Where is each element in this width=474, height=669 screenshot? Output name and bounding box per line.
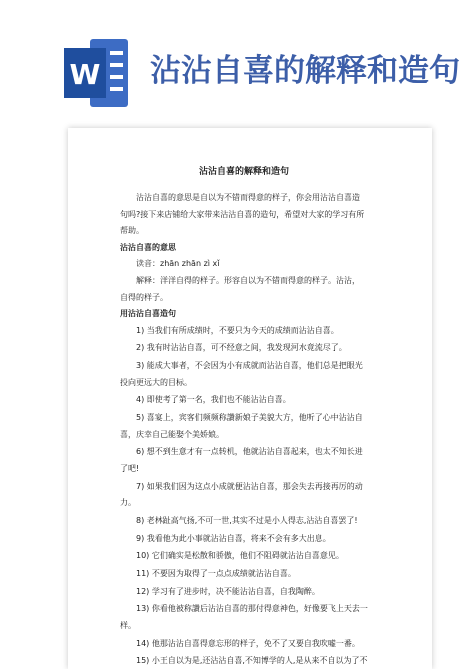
sentence-item	[120, 636, 368, 653]
sentence-item	[120, 358, 368, 391]
sentence-item	[120, 548, 368, 565]
sentence-line: 8) 老林趾高气扬,不可一世,其实不过是小人得志,沾沾自喜罢了!	[136, 515, 358, 525]
sentence-item	[120, 584, 368, 601]
sentence-item	[120, 410, 368, 443]
sentence-item	[120, 444, 368, 477]
sentence-item	[120, 479, 368, 512]
page-heading: 沾沾自喜的解释和造句	[150, 53, 460, 89]
sentence-item	[120, 323, 368, 340]
sentence-line: 5) 喜宴上，宾客们频频称讚新娘子美貌大方，他听了心中沾沾自	[136, 413, 363, 423]
sentence-line: 7) 如果我们因为这点小成就便沾沾自喜，那会失去再接再厉的动	[136, 481, 363, 491]
sentence-item	[120, 340, 368, 357]
sentence-line: 10) 它们确实是松散和骄傲，他们不阻碍就沾沾自喜意见。	[136, 551, 344, 561]
sentence-line: 11) 不要因为取得了一点点成绩就沾沾自喜。	[136, 569, 296, 578]
sentence-line: 14) 他那沾沾自喜得意忘形的样子，免不了又要自我吹嘘一番。	[136, 638, 360, 648]
document-title: 沾沾自喜的解释和造句	[198, 167, 289, 177]
definition-line: 自得的样子。	[120, 292, 168, 302]
sentence-item	[120, 531, 368, 548]
word-document-icon	[64, 39, 128, 107]
sentence-line: 力。	[120, 498, 136, 508]
meaning-heading: 沾沾自喜的意思	[120, 242, 176, 252]
sentence-line: 9) 我看他为此小事就沾沾自喜，将来不会有多大出息。	[136, 533, 331, 543]
sentence-line: 3) 能成大事者，不会因为小有成就而沾沾自喜，他们总是把眼光	[136, 361, 363, 371]
sentence-line: 12) 学习有了进步时，决不能沾沾自喜，自我陶醉。	[136, 586, 320, 596]
icon-letter: W	[69, 58, 101, 91]
sentence-item	[120, 513, 368, 530]
sentence-line: 投向更远大的目标。	[120, 377, 192, 387]
sentence-line: 6) 想不到生意才有一点转机，他就沾沾自喜起来，也太不知长进	[136, 447, 363, 457]
definition-paragraph	[120, 273, 368, 306]
intro-line: 帮助。	[120, 226, 144, 236]
sentences-heading: 用沾沾自喜造句	[120, 309, 176, 319]
intro-line: 沾沾自喜的意思是自以为不错而得意的样子，你会用沾沾自喜造	[136, 193, 360, 202]
sentence-line: 样。	[120, 620, 136, 630]
intro-paragraph	[120, 190, 368, 240]
sentence-item	[120, 601, 368, 634]
definition-line: 解释：洋洋自得的样子。形容自以为不错而得意的样子。沾沾，	[136, 275, 360, 285]
pronunciation-line: 读音：zhān zhān zì xǐ	[136, 259, 220, 269]
intro-line: 句吗?接下来店铺给大家带来沾沾自喜的造句，希望对大家的学习有所	[120, 209, 365, 219]
sentence-item	[120, 392, 368, 409]
sentence-line: 1) 当我们有所成绩时，不要只为今天的成绩而沾沾自喜。	[136, 325, 339, 335]
sentence-line: 2) 我有时沾沾自喜，可不经意之间，我发现河水竟流尽了。	[136, 343, 347, 353]
sentence-line: 了吧!	[120, 463, 140, 473]
document-page	[68, 128, 432, 669]
sentence-line: 15) 小王自以为是,还沾沾自喜,不知博学的人,是从来不自以为了不	[136, 656, 368, 666]
sentence-line: 喜，庆幸自己能娶个美娇娘。	[120, 429, 224, 439]
sentence-line: 4) 即使考了第一名，我们也不能沾沾自喜。	[136, 395, 291, 405]
sentence-item	[120, 566, 368, 583]
sentence-line: 13) 你看他被称讚后沾沾自喜的那付得意神色，好像要飞上天去一	[136, 604, 368, 614]
sentence-item	[120, 653, 368, 669]
